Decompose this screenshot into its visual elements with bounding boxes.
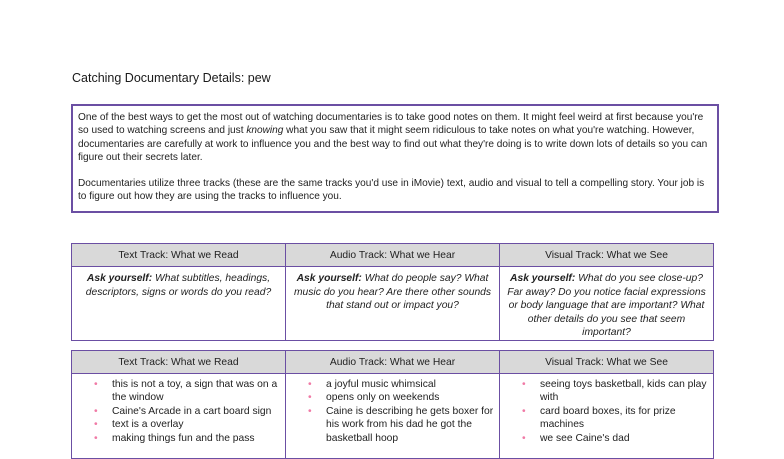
- list-item: • we see Caine's dad: [540, 432, 709, 445]
- list-item: • making things fun and the pass: [112, 432, 281, 445]
- intro-box: [71, 104, 719, 213]
- prompt-text-track: Ask yourself: What subtitles, headings, descriptors, signs or words do you read?: [72, 267, 286, 341]
- prompt-audio-track: Ask yourself: What do people say? What music do you hear? Are there other sounds that stand out or impact you?: [286, 267, 500, 341]
- intro-paragraph-2: Documentaries utilize three tracks (these are the same tracks you'd use in iMovie) text, audio and visual to tell a compelling story. Your job is to figure out how they are using the tracks to influence you.: [78, 178, 705, 203]
- list-item: • a joyful music whimsical: [326, 378, 495, 391]
- header-audio-track: Audio Track: What we Hear: [286, 244, 500, 267]
- prompt-visual-track: Ask yourself: What do you see close-up? Far away? Do you notice facial expressions or body language that are important? What other details do you see that seem important?: [500, 267, 714, 341]
- list-item: • card board boxes, its for prize machines: [540, 405, 709, 432]
- header-audio-track: Audio Track: What we Hear: [286, 351, 500, 374]
- notes-table: [71, 350, 714, 459]
- notes-visual-cell[interactable]: [500, 374, 714, 459]
- notes-text-list: [76, 378, 281, 445]
- prompt-table: [71, 243, 714, 341]
- list-item: • Caine is describing he gets boxer for his work from his dad he got the basketball hoop: [326, 405, 495, 445]
- notes-text-cell[interactable]: [72, 374, 286, 459]
- list-item: • seeing toys basketball, kids can play with: [540, 378, 709, 405]
- notes-audio-list: [290, 378, 495, 445]
- header-text-track: Text Track: What we Read: [72, 351, 286, 374]
- list-item: • opens only on weekends: [326, 391, 495, 404]
- page-title: Catching Documentary Details: pew: [72, 71, 271, 85]
- notes-audio-cell[interactable]: [286, 374, 500, 459]
- intro-paragraph-1: One of the best ways to get the most out of watching documentaries is to take good notes on them. It might feel weird at first because you're so used to watching screens and just knowing what you saw that it might seem ridiculous to take notes on what you're watching. However, documentaries are carefully at work to influence you and the best way to find out what they're doing is to write down lots of details so you can figure out their secrets later.: [78, 112, 708, 163]
- list-item: • Caine's Arcade in a cart board sign: [112, 405, 281, 418]
- header-visual-track: Visual Track: What we See: [500, 244, 714, 267]
- list-item: • this is not a toy, a sign that was on a the window: [112, 378, 281, 405]
- list-item: • text is a overlay: [112, 418, 281, 431]
- notes-visual-list: [504, 378, 709, 445]
- header-text-track: Text Track: What we Read: [72, 244, 286, 267]
- header-visual-track: Visual Track: What we See: [500, 351, 714, 374]
